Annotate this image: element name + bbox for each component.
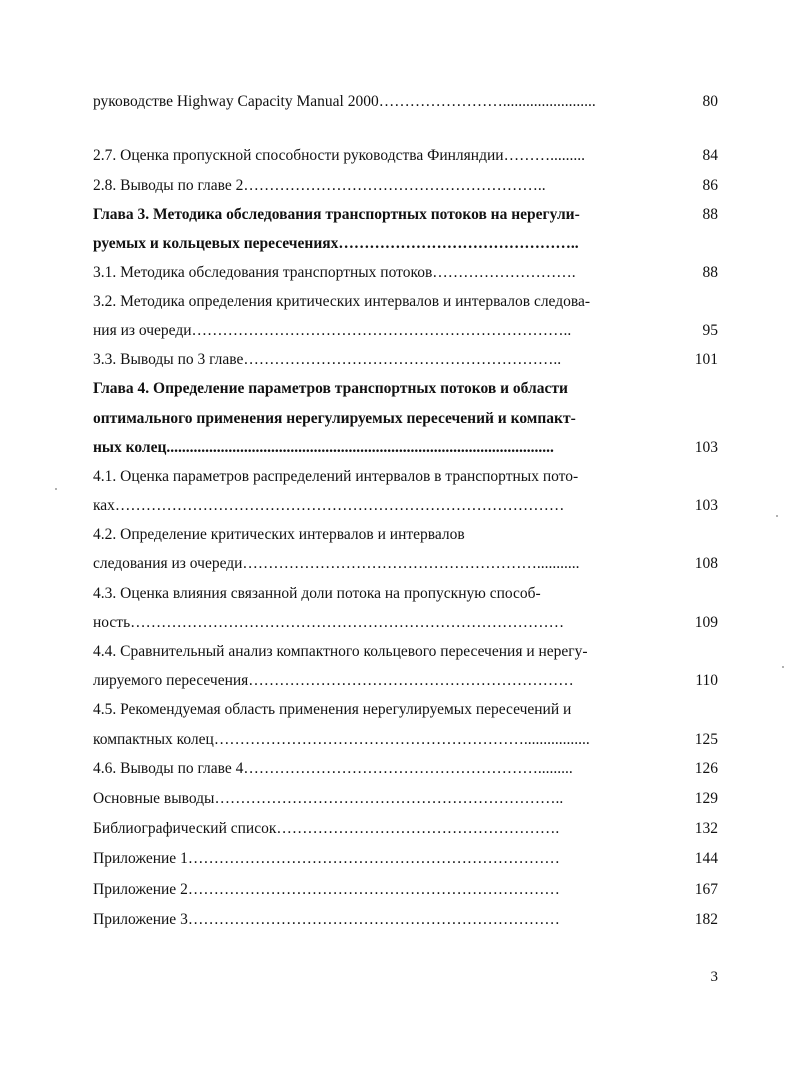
toc-line: 3.3. Выводы по 3 главе……………………………………………………..: [93, 351, 562, 368]
toc-line: 4.4. Сравнительный анализ компактного кольцевого пересечения и нерегу-: [93, 643, 588, 660]
toc-line: ках……………………………………………………………………………: [93, 497, 565, 514]
toc-line: 3.2. Методика определения критических интервалов и интервалов следова-: [93, 293, 591, 310]
toc-line: Приложение 3………………………………………………………………: [93, 911, 560, 928]
toc-page-number: 95: [702, 322, 718, 339]
toc-line: следования из очереди…………………………………………………...........: [93, 555, 580, 572]
toc-line: лируемого пересечения………………………………………………………: [93, 672, 574, 689]
toc-page-number: 129: [694, 790, 718, 807]
toc-line: руководстве Highway Capacity Manual 2000……………………........................: [93, 93, 596, 110]
toc-chapter-heading: ных колец....................................................................................................: [93, 439, 554, 456]
toc-page-number: 125: [694, 731, 718, 748]
toc-line: ния из очереди………………………………………………………………..: [93, 322, 572, 339]
toc-page-number: 132: [694, 820, 718, 837]
toc-line: 4.5. Рекомендуемая область применения нерегулируемых пересечений и: [93, 701, 572, 718]
toc-chapter-heading: Глава 3. Методика обследования транспортных потоков на нерегули-: [93, 206, 580, 223]
toc-page-number: 84: [702, 147, 718, 164]
toc-line: 4.6. Выводы по главе 4………………………………………………….........: [93, 760, 573, 777]
toc-line: компактных колец…………………………………………………….................: [93, 731, 590, 748]
toc-line: 4.1. Оценка параметров распределений интервалов в транспортных пото-: [93, 468, 579, 485]
toc-page-number: 108: [694, 555, 718, 572]
scan-speck: [782, 666, 784, 668]
scan-speck: [776, 515, 778, 517]
toc-line: 3.1. Методика обследования транспортных потоков……………………….: [93, 264, 576, 281]
scan-speck: [55, 488, 57, 490]
toc-page-number: 86: [702, 177, 718, 194]
toc-line: 4.3. Оценка влияния связанной доли потока на пропускную способ-: [93, 585, 541, 602]
toc-page-number: 109: [694, 614, 718, 631]
toc-line: 2.7. Оценка пропускной способности руководства Финляндии……….........: [93, 147, 585, 164]
toc-page-number: 110: [695, 672, 718, 689]
toc-page-number: 103: [694, 497, 718, 514]
toc-line: Приложение 2………………………………………………………………: [93, 881, 560, 898]
toc-page-number: 88: [702, 206, 718, 223]
toc-page-number: 167: [694, 881, 718, 898]
toc-line: 2.8. Выводы по главе 2…………………………………………………..: [93, 177, 546, 194]
toc-page-number: 144: [694, 850, 718, 867]
toc-page-number: 88: [702, 264, 718, 281]
toc-line: Приложение 1………………………………………………………………: [93, 850, 560, 867]
page-number: 3: [710, 969, 718, 985]
toc-page-number: 80: [702, 93, 718, 110]
toc-line: Основные выводы…………………………………………………………..: [93, 790, 564, 807]
toc-line: ность…………………………………………………………………………: [93, 614, 565, 631]
toc-page-number: 103: [694, 439, 718, 456]
toc-chapter-heading: оптимального применения нерегулируемых пересечений и компакт-: [93, 410, 576, 427]
toc-line: 4.2. Определение критических интервалов и интервалов: [93, 526, 465, 543]
toc-chapter-heading: Глава 4. Определение параметров транспортных потоков и области: [93, 380, 568, 397]
toc-page-number: 126: [694, 760, 718, 777]
toc-page-number: 101: [694, 351, 718, 368]
toc-line: Библиографический список……………………………………………….: [93, 820, 560, 837]
toc-chapter-heading: руемых и кольцевых пересечениях………………………………………..: [93, 235, 579, 252]
toc-page-number: 182: [694, 911, 718, 928]
